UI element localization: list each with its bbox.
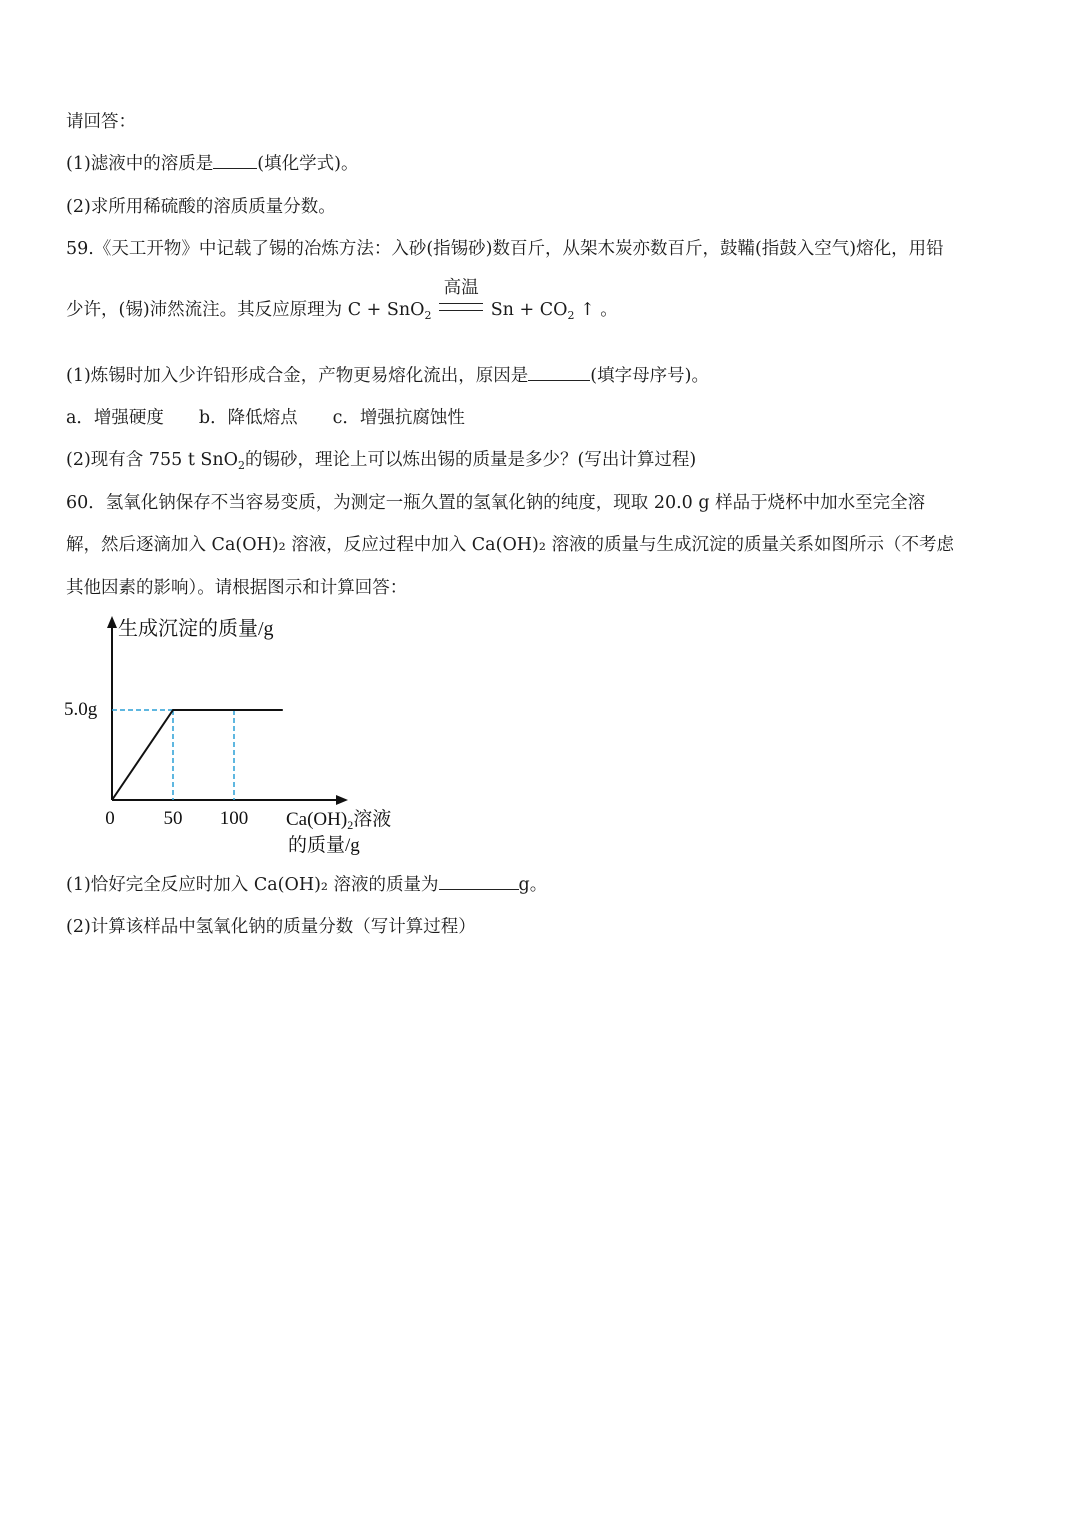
q59-part2	[66, 448, 696, 478]
q59-stem-text-2: 少许，(锡)沛然流注。其反应原理为	[66, 300, 343, 320]
q58-part2-text: (2)求所用稀硫酸的溶质质量分数。	[66, 197, 336, 217]
q60-part1	[66, 873, 547, 897]
q60-stem-text-1: 60．氢氧化钠保存不当容易变质，为测定一瓶久置的氢氧化钠的纯度，现取 20.0 g 样品于烧杯中加水至完全溶	[66, 493, 926, 513]
intro-text: 请回答：	[66, 112, 136, 132]
q60-part2-text: (2)计算该样品中氢氧化钠的质量分数（写计算过程）	[66, 917, 476, 937]
chemical-equation	[347, 278, 618, 322]
q59-stem-text-1: 59.《天工开物》中记载了锡的冶炼方法：入砂(指锡砂)数百斤，从架木炭亦数百斤，鼓鞴(指鼓入空气)熔化，用铅	[66, 239, 944, 259]
x-tick-label: 50	[163, 808, 183, 829]
answer-blank[interactable]	[213, 152, 257, 169]
equation-condition: 高温	[443, 278, 479, 298]
equation-equals-icon	[439, 303, 483, 311]
q60-stem-line3	[66, 576, 407, 600]
y-axis-label: 生成沉淀的质量/g	[118, 618, 274, 640]
q60-stem-line1	[66, 491, 925, 515]
answer-blank[interactable]	[528, 364, 590, 381]
equation-condition-sign	[437, 278, 485, 322]
equation-subscript: 2	[567, 309, 575, 322]
y-tick-label: 5.0g	[64, 699, 98, 720]
q60-stem-text-2: 解，然后逐滴加入 Ca(OH)₂ 溶液，反应过程中加入 Ca(OH)₂ 溶液的质量与生成沉淀的质量关系如图所示（不考虑	[66, 535, 954, 555]
equation-products: Sn + CO	[490, 300, 568, 320]
guide-lines	[112, 710, 234, 800]
q58-part2	[66, 195, 336, 219]
q60-part2	[66, 915, 476, 939]
y-axis-arrow-icon	[107, 616, 117, 628]
q59-stem-line1	[66, 237, 944, 261]
q60-part1-unit: g。	[518, 875, 548, 895]
q59-stem-line2	[66, 278, 618, 328]
equation-end: 。	[594, 300, 618, 320]
q59-part1-text: (1)炼锡时加入少许铅形成合金，产物更易熔化流出，原因是	[66, 366, 529, 386]
x-axis-label: $Ca(OH)_2$溶液	[286, 809, 392, 832]
q58-part1	[66, 152, 358, 176]
q59-part2-text: (2)现有含 755 t SnO	[66, 450, 239, 470]
gas-arrow-icon: ↑	[580, 300, 595, 320]
q59-part2-subscript: 2	[238, 459, 246, 472]
series-line	[112, 710, 283, 800]
intro-line	[66, 110, 136, 134]
q59-part1	[66, 364, 709, 388]
q60-stem-text-3: 其他因素的影响）。请根据图示和计算回答：	[66, 578, 408, 598]
q59-part1-hint: (填字母序号)。	[590, 366, 709, 386]
q60-stem-line2	[66, 533, 954, 557]
q60-part1-text: (1)恰好完全反应时加入 Ca(OH)₂ 溶液的质量为	[66, 875, 439, 895]
answer-blank[interactable]	[439, 873, 519, 890]
x-axis-arrow-icon	[336, 795, 348, 805]
q59-options	[66, 406, 465, 430]
q59-part2-tail: 的锡砂，理论上可以炼出锡的质量是多少？(写出计算过程)	[245, 450, 697, 470]
x-axis-label-line2: 的质量/g	[288, 835, 360, 856]
equation-reactants: C + SnO	[347, 300, 425, 320]
q58-part1-hint: (填化学式)。	[257, 154, 359, 174]
q58-part1-text: (1)滤液中的溶质是	[66, 154, 214, 174]
x-tick-label: 100	[219, 808, 249, 829]
equation-subscript: 2	[424, 309, 432, 322]
q59-options-text: a．增强硬度 b．降低熔点 c．增强抗腐蚀性	[66, 408, 465, 428]
x-tick-label: 0	[105, 808, 115, 829]
precipitate-mass-chart	[60, 610, 440, 860]
